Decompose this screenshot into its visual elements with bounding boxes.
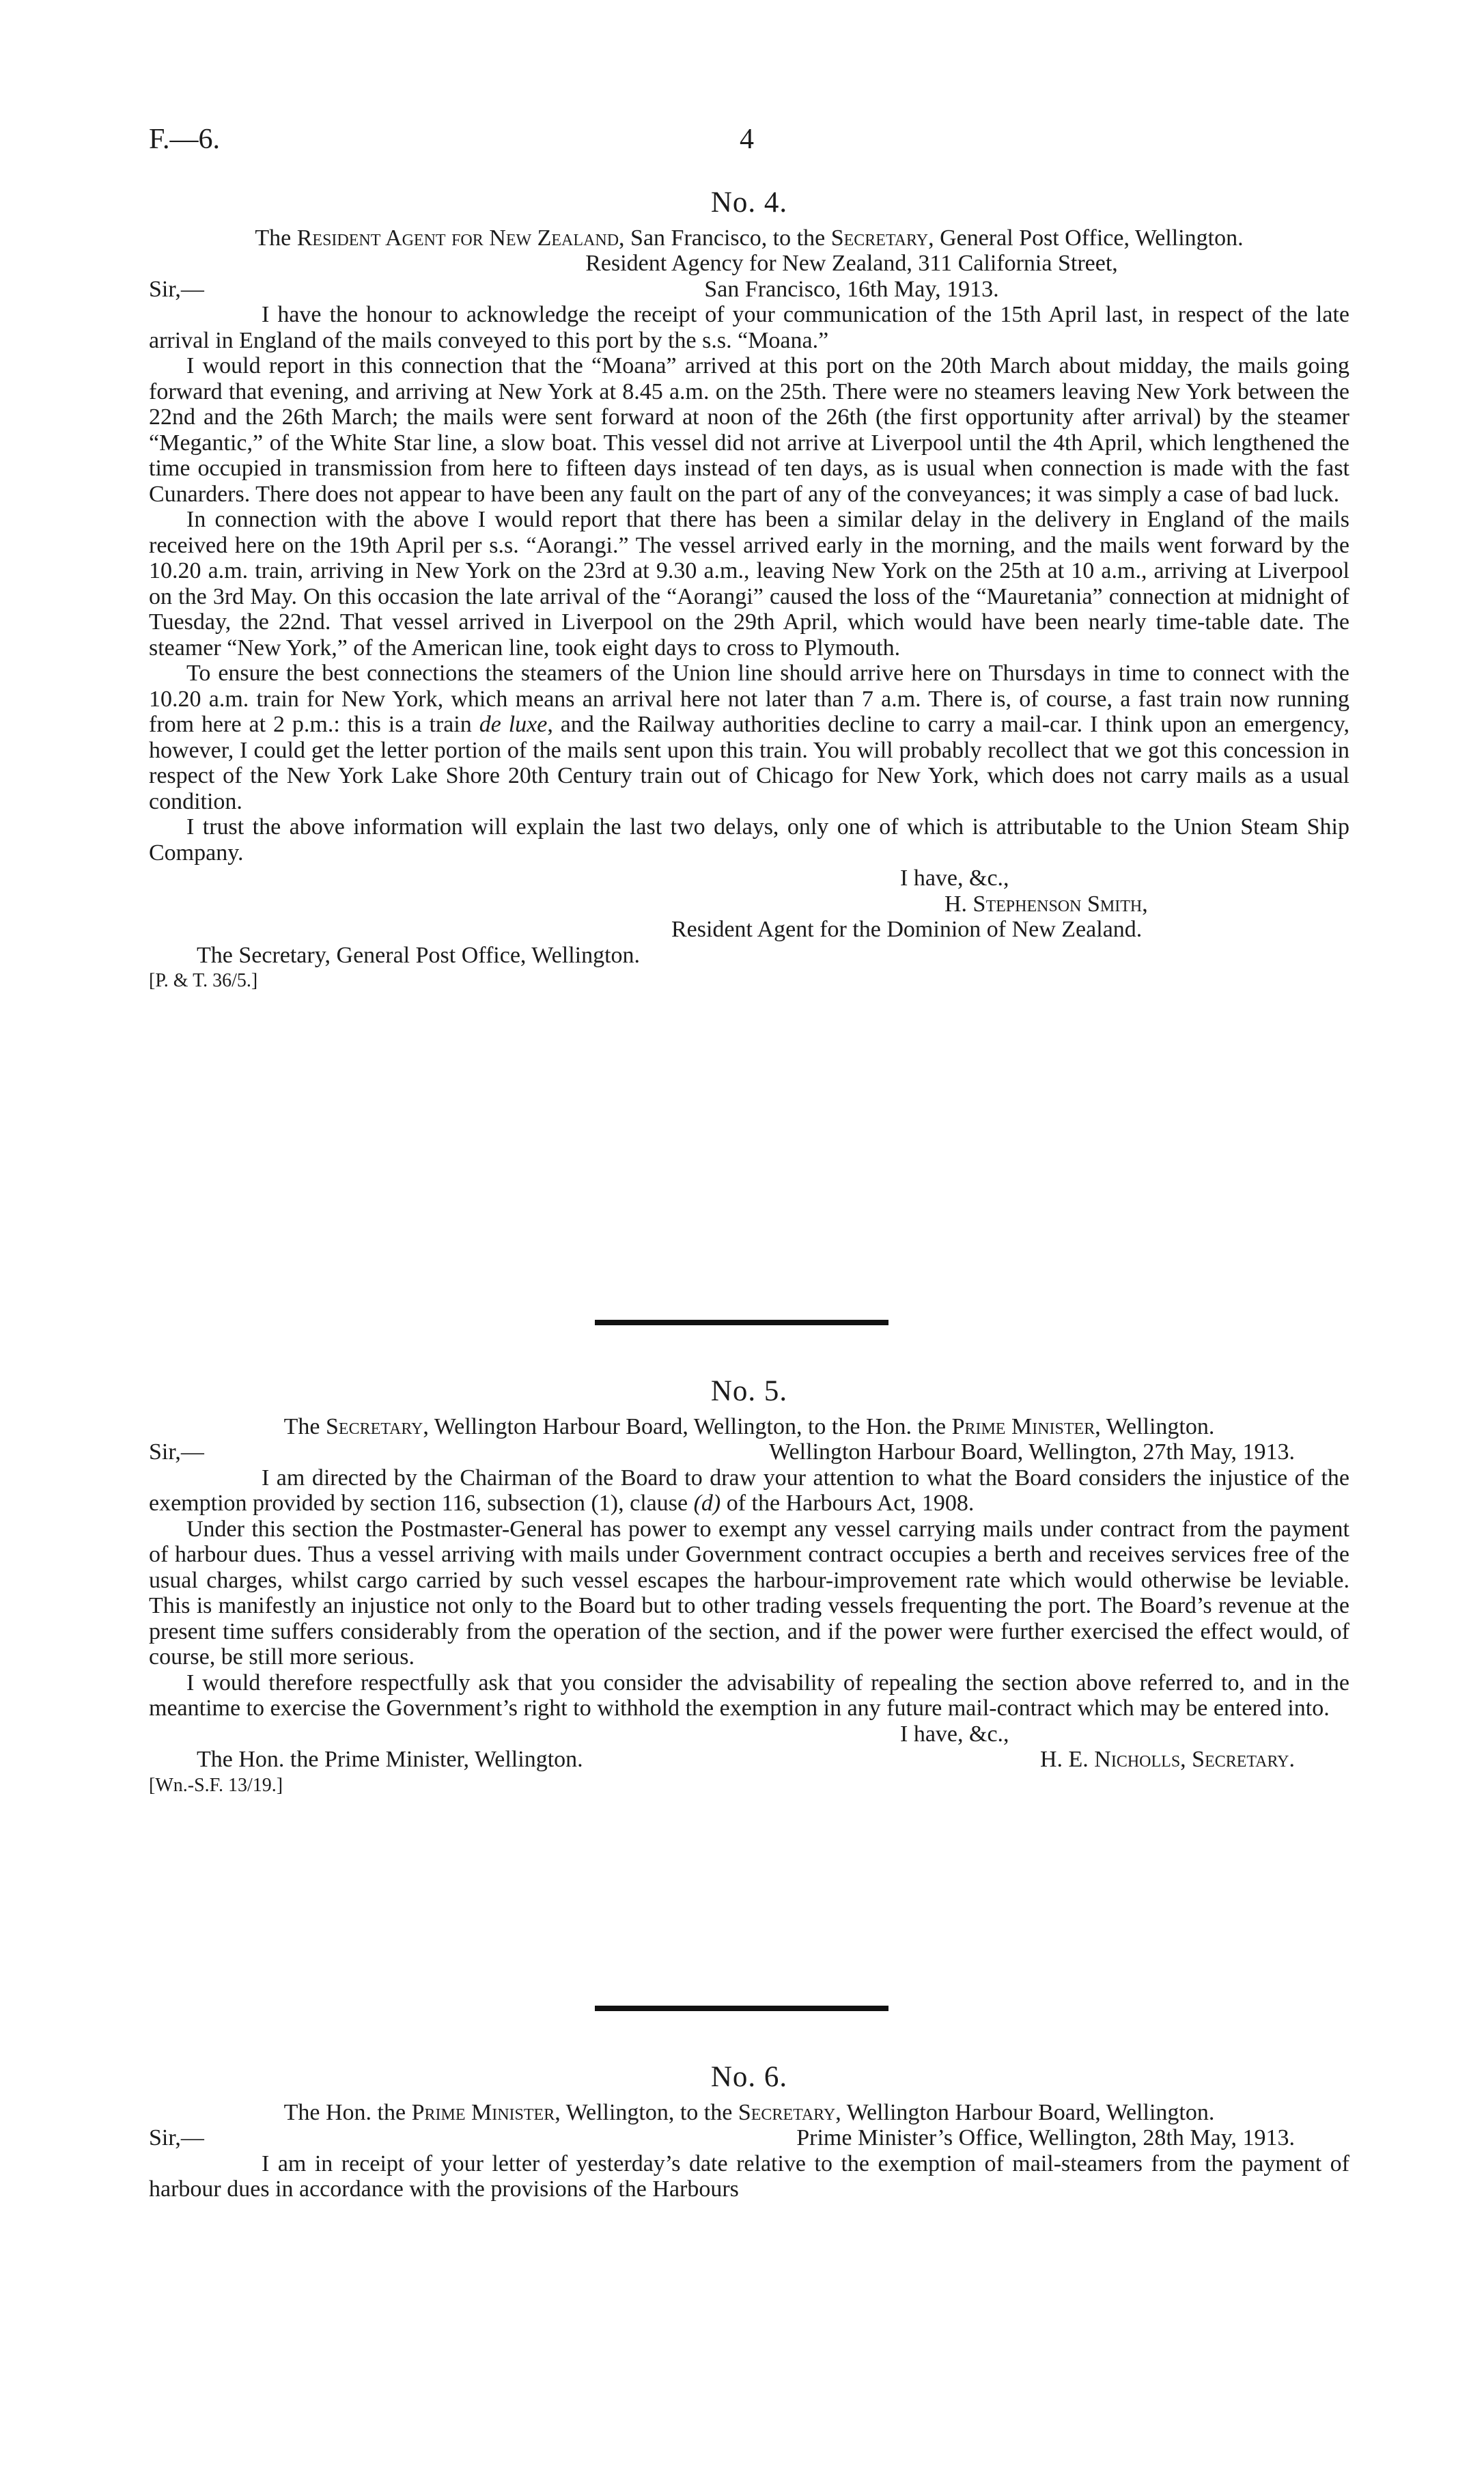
route-part: , San Francisco, to the [619,225,831,251]
letter-5-title: No. 5. [710,1375,788,1407]
letter-5-salutation: Sir,— [149,1439,204,1465]
route-part: Prime Minister [411,2099,555,2125]
paragraph-4-italic: de luxe [479,712,548,737]
letter-5-sign-row [149,1747,1349,1773]
letter-5 [149,1375,1349,1798]
route-part: , Wellington Harbour Board, Wellington, to the Hon. the [423,1413,952,1439]
letter-4-title: No. 4. [710,186,788,219]
route-part: , Wellington, to the [555,2099,738,2125]
route-part: , General Post Office, Wellington. [928,225,1244,251]
letter-5-route [183,1414,1315,1440]
route-part: Secretary [326,1413,423,1439]
route-part: Secretary [830,225,929,251]
letter-4-paragraph-4 [149,661,1349,814]
letter-5-signature: H. E. Nicholls, Secretary. [1039,1747,1295,1772]
letter-4-signature-title: Resident Agent for the Dominion of New Zealand. [671,917,1143,942]
letter-4-paragraph-2: I would report in this connection that the “Moana” arrived at this port on the 20th March about midday, the mails going forward that evening, and arriving at New York at 8.45 a.m. on the 25th. There were no steamers leaving New York between the 22nd and the 26th March; the mails were sent forward at noon of the 26th (the first opportunity after arrival) by the steamer “Megantic,” of the White Star line, a slow boat. This vessel did not arrive at Liverpool until the 4th April, which lengthened the time occupied in transmission from here to fifteen days instead of ten days, as is usual when connection is made with the fast Cunarders. There does not appear to have been any fault on the part of any of the conveyances; it was simply a case of bad luck. [149,353,1349,507]
letter-4-paragraph-3: In connection with the above I would report that there has been a similar delay in the delivery in England of the mails received here on the 19th April per s.s. “Aorangi.” The vessel arrived early in the morning, and the mails went forward by the 10.20 a.m. train, arriving in New York on the 23rd at 9.30 a.m., leaving New York on the 25th at 10 a.m., arriving at Liverpool on the 3rd May. On this occasion the late arrival of the “Aorangi” caused the loss of the “Mauretania” connection at midnight of Tuesday, the 22nd. That vessel arrived in Liverpool on the 29th April, which would have been nearly time-table date. The steamer “New York,” of the American line, took eight days to cross to Plymouth. [149,507,1349,661]
letter-5-paragraph-2: Under this section the Postmaster-General has power to exempt any vessel carrying mails under contract from the payment of harbour dues. Thus a vessel arriving with mails under Government contract occupies a berth and receives services free of the usual charges, whilst cargo carried by such vessel escapes the harbour-improvement rate which would otherwise be leviable. This is manifestly an injustice not only to the Board but to other trading vessels frequenting the port. The Board’s revenue at the present time suffers considerably from the operation of the section, and if the power were further exercised the effect would, of course, be still more serious. [149,1516,1349,1670]
letter-5-addressee: The Hon. the Prime Minister, Wellington. [197,1747,583,1772]
route-part: The Hon. the [283,2099,412,2125]
paragraph-4-text-b: , and the Railway authorities decline to carry a mail-car. I think upon an emergency, however, I could get the letter portion of the mails sent upon this train. You will probably recollect that we got this concession in respect of the New York Lake Shore 20th Century train out of Chicago for New York, which does not carry mails as a usual condition. [149,712,1349,814]
letter-6-route [183,2100,1315,2126]
letter-4-file-reference: [P. & T. 36/5.] [149,970,258,991]
letter-4-address-row-2 [149,277,1349,303]
letter-6 [149,2061,1349,2202]
route-part: The [255,225,297,251]
letter-4-paragraph-5: I trust the above information will explain the last two delays, only one of which is attributable to the Union Steam Ship Company. [149,814,1349,866]
letter-4-signature: H. Stephenson Smith, [944,891,1148,917]
letter-6-paragraph-1: I am in receipt of your letter of yesterday’s date relative to the exemption of mail-steamers from the payment of harbour dues in accordance with the provisions of the Harbours [149,2150,1349,2202]
parliamentary-paper-reference: F.—6. [149,124,220,155]
letter-4-salutation: Sir,— [149,276,204,302]
route-part: , Wellington Harbour Board, Wellington. [835,2099,1215,2125]
letter-4-closing: I have, &c., [900,866,1009,891]
letter-4-route [183,225,1315,251]
paragraph-1-italic: (d) [693,1491,721,1516]
letter-6-address-row [149,2125,1349,2151]
letter-6-title: No. 6. [710,2061,788,2093]
route-part: , Wellington. [1095,1413,1215,1439]
route-part: Secretary [738,2099,836,2125]
route-part: Prime Minister [951,1413,1095,1439]
section-divider-1 [595,1320,888,1325]
section-divider-2 [595,2006,888,2011]
route-part: The [283,1413,326,1439]
letter-4-address-line-1: Resident Agency for New Zealand, 311 California Street, [585,251,1118,276]
route-part: Resident Agent for New Zealand [296,225,619,251]
letter-5-address: Wellington Harbour Board, Wellington, 27th May, 1913. [769,1439,1295,1465]
letter-5-address-row [149,1439,1349,1465]
letter-4-paragraph-1: I have the honour to acknowledge the receipt of your communication of the 15th April last, in respect of the late arrival in England of the mails conveyed to this port by the s.s. “Moana.” [149,302,1349,353]
paragraph-1-text-b: of the Harbours Act, 1908. [720,1491,975,1516]
paragraph-4-text-a: To ensure the best connections the steamers of the Union line should arrive here on Thursdays in time to connect with the 10.20 a.m. train for New York, which means an arrival here not later than 7 a.m. There is, of course, a fast train now running from here at 2 p.m.: this is a train [149,661,1349,737]
paragraph-1-text-a: I am directed by the Chairman of the Board to draw your attention to what the Board considers the injustice of the exemption provided by section 116, subsection (1), clause [149,1465,1349,1516]
letter-5-file-reference: [Wn.-S.F. 13/19.] [149,1774,283,1796]
letter-6-address: Prime Minister’s Office, Wellington, 28th May, 1913. [796,2125,1295,2150]
letter-4 [149,186,1349,994]
letter-5-closing: I have, &c., [900,1721,1009,1747]
page-header [149,124,1335,168]
letter-6-salutation: Sir,— [149,2125,204,2150]
letter-4-address-row-1 [149,251,1349,277]
letter-4-address-line-2: San Francisco, 16th May, 1913. [704,276,999,302]
letter-4-addressee: The Secretary, General Post Office, Wellington. [197,942,641,968]
letter-5-paragraph-3: I would therefore respectfully ask that you consider the advisability of repealing the section above referred to, and in the meantime to exercise the Government’s right to withhold the exemption in any future mail-contract which may be entered into. [149,1670,1349,1721]
page-number: 4 [740,124,754,155]
letter-5-paragraph-1 [149,1465,1349,1517]
